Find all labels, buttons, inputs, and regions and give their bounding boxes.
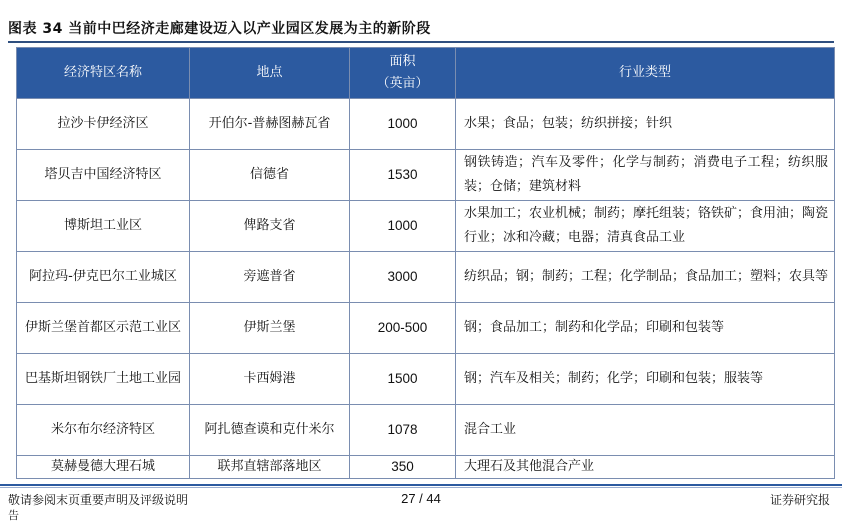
cell-area: 200-500 <box>350 303 456 354</box>
title-divider <box>8 41 834 43</box>
cell-industry: 钢铁铸造；汽车及零件；化学与制药；消费电子工程；纺织服装；仓储；建筑材料 <box>456 150 835 201</box>
cell-industry: 水果加工；农业机械；制药；摩托组装；铬铁矿；食用油；陶瓷行业；冰和冷藏；电器；清真食品工业 <box>456 201 835 252</box>
cell-industry: 钢；汽车及相关；制药；化学；印刷和包装；服装等 <box>456 354 835 405</box>
header-name: 经济特区名称 <box>17 48 190 99</box>
header-area: 面积 （英亩） <box>350 48 456 99</box>
figure-title: 图表 34 当前中巴经济走廊建设迈入以产业园区发展为主的新阶段 <box>8 21 431 37</box>
footer-extra: 告 <box>8 509 19 522</box>
footer-divider <box>0 484 842 486</box>
table-row <box>17 354 835 405</box>
cell-name: 阿拉玛-伊克巴尔工业城区 <box>17 252 190 303</box>
footer-disclaimer: 敬请参阅末页重要声明及评级说明 <box>8 493 189 507</box>
cell-area: 1000 <box>350 201 456 252</box>
cell-location: 阿扎德查谟和克什米尔 <box>190 405 350 456</box>
cell-name: 米尔布尔经济特区 <box>17 405 190 456</box>
cell-location: 伊斯兰堡 <box>190 303 350 354</box>
cell-industry: 水果；食品；包装；纺织拼接；针织 <box>456 99 835 150</box>
table-row <box>17 405 835 456</box>
cell-industry: 大理石及其他混合产业 <box>456 456 835 479</box>
cell-name: 拉沙卡伊经济区 <box>17 99 190 150</box>
cell-area: 1530 <box>350 150 456 201</box>
table-row <box>17 303 835 354</box>
cell-name: 莫赫曼德大理石城 <box>17 456 190 479</box>
header-location: 地点 <box>190 48 350 99</box>
cell-location: 联邦直辖部落地区 <box>190 456 350 479</box>
header-industry: 行业类型 <box>456 48 835 99</box>
table-row <box>17 456 835 479</box>
cell-location: 卡西姆港 <box>190 354 350 405</box>
cell-area: 350 <box>350 456 456 479</box>
cell-name: 塔贝吉中国经济特区 <box>17 150 190 201</box>
cell-location: 俾路支省 <box>190 201 350 252</box>
cell-area: 1000 <box>350 99 456 150</box>
cell-location: 旁遮普省 <box>190 252 350 303</box>
footer-brand: 证券研究报 <box>769 493 830 507</box>
table-header-row <box>17 48 835 99</box>
page-number: 27 / 44 <box>401 491 441 506</box>
cell-area: 1078 <box>350 405 456 456</box>
cell-industry: 混合工业 <box>456 405 835 456</box>
table-row <box>17 201 835 252</box>
table-row <box>17 150 835 201</box>
cell-name: 巴基斯坦钢铁厂土地工业园 <box>17 354 190 405</box>
cell-name: 博斯坦工业区 <box>17 201 190 252</box>
table-row <box>17 99 835 150</box>
sez-table <box>16 47 835 479</box>
cell-industry: 钢；食品加工；制药和化学品；印刷和包装等 <box>456 303 835 354</box>
cell-industry: 纺织品；钢；制药；工程；化学制品；食品加工；塑料；农具等 <box>456 252 835 303</box>
cell-area: 1500 <box>350 354 456 405</box>
footer-divider-thin <box>0 487 842 488</box>
cell-location: 开伯尔-普赫图赫瓦省 <box>190 99 350 150</box>
cell-location: 信德省 <box>190 150 350 201</box>
table-row <box>17 252 835 303</box>
cell-area: 3000 <box>350 252 456 303</box>
cell-name: 伊斯兰堡首都区示范工业区 <box>17 303 190 354</box>
